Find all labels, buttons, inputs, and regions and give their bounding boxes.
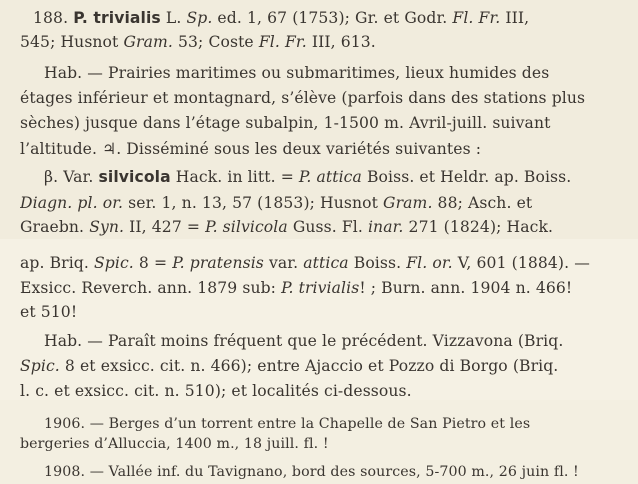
variety-name: silvicola (98, 168, 171, 186)
variety-line-5: Exsicc. Reverch. ann. 1879 sub: P. trivialis! ; Burn. ann. 1904 n. 466! (20, 279, 573, 297)
variety-line-2: Diagn. pl. or. ser. 1, n. 13, 57 (1853); Husnot Gram. 88; Asch. et (20, 194, 533, 212)
variety-line-4: ap. Briq. Spic. 8 = P. pratensis var. attica Boiss. Fl. or. V, 601 (1884). — (20, 254, 590, 272)
entry-line-1: 188. P. trivialis L. Sp. ed. 1, 67 (1753); Gr. et Godr. Fl. Fr. III, (33, 9, 530, 27)
variety-line-1: β. Var. silvicola Hack. in litt. = P. attica Boiss. et Heldr. ap. Boiss. (44, 168, 572, 186)
hab-line-4: l’altitude. ♃. Disséminé sous les deux variétés suivantes : (20, 140, 482, 158)
hab2-line-2: Spic. 8 et exsicc. cit. n. 466); entre Ajaccio et Pozzo di Borgo (Briq. (20, 357, 559, 375)
record-1906-line-2: bergeries d’Alluccia, 1400 m., 18 juill. fl. ! (20, 436, 329, 452)
hab-line-2: étages inférieur et montagnard, s’élève (parfois dans des stations plus (20, 89, 586, 107)
hab-line-1: Hab. — Prairies maritimes ou submaritimes, lieux humides des (44, 64, 550, 82)
entry-line-2: 545; Husnot Gram. 53; Coste Fl. Fr. III, 613. (20, 33, 376, 51)
record-1906-line-1: 1906. — Berges d’un torrent entre la Chapelle de San Pietro et les (44, 416, 531, 432)
variety-line-6: et 510! (20, 303, 78, 321)
entry-number: 188. (33, 9, 69, 27)
hab2-line-1: Hab. — Paraît moins fréquent que le précédent. Vizzavona (Briq. (44, 332, 564, 350)
hab-line-3: sèches) jusque dans l’étage subalpin, 1-1500 m. Avril-juill. suivant (20, 114, 551, 132)
variety-line-3: Graebn. Syn. II, 427 = P. silvicola Guss. Fl. inar. 271 (1824); Hack. (20, 218, 554, 236)
species-name: P. trivialis (73, 9, 161, 27)
hab2-line-3: l. c. et exsicc. cit. n. 510); et localités ci-dessous. (20, 382, 412, 400)
record-1908: 1908. — Vallée inf. du Tavignano, bord des sources, 5-700 m., 26 juin fl. ! (44, 464, 579, 480)
